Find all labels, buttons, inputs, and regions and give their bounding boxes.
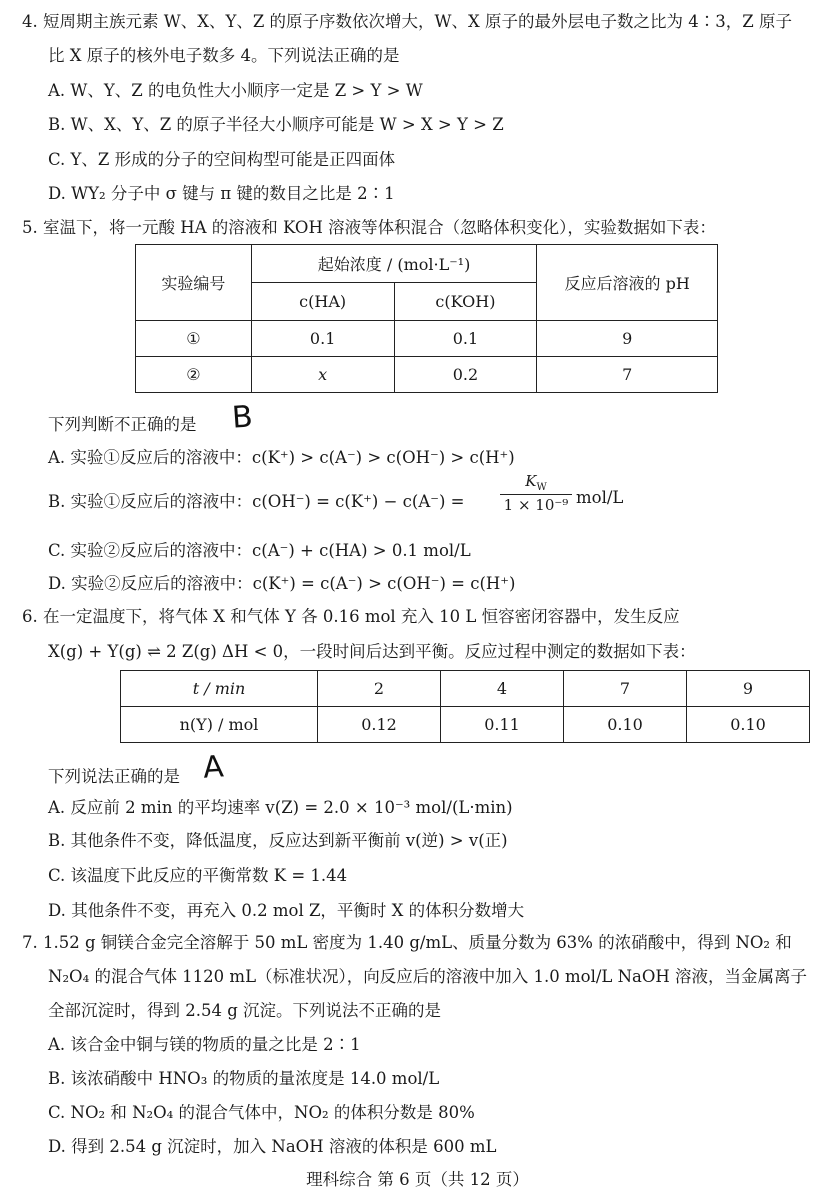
q6-option-d: D. 其他条件不变，再充入 0.2 mol Z，平衡时 X 的体积分数增大 [48, 901, 525, 920]
q7-stem-line3: 全部沉淀时，得到 2.54 g 沉淀。下列说法不正确的是 [48, 1001, 442, 1020]
q5-row2-id: ② [136, 357, 252, 393]
q6-stem-line2: X(g) + Y(g) ⇌ 2 Z(g) ΔH < 0，一段时间后达到平衡。反应过程中测定的数据如下表： [48, 642, 696, 661]
q6-stem-line1: 6. 在一定温度下，将气体 X 和气体 Y 各 0.16 mol 充入 10 L 恒容密闭容器中，发生反应 [22, 607, 680, 626]
q5-header-c-koh: c(KOH) [394, 283, 537, 321]
q6-t-4: 9 [687, 671, 810, 707]
q5-handwritten-answer: B [230, 399, 254, 436]
q6-t-2: 4 [441, 671, 564, 707]
q6-header-ny: n(Y) / mol [121, 707, 318, 743]
q5-row1-c-koh: 0.1 [394, 321, 537, 357]
q5-header-concentration: 起始浓度 / (mol·L⁻¹) [251, 245, 537, 283]
q5-stem: 5. 室温下，将一元酸 HA 的溶液和 KOH 溶液等体积混合（忽略体积变化），实验数据如下表： [22, 218, 716, 237]
q7-stem-line2: N₂O₄ 的混合气体 1120 mL（标准状况），向反应后的溶液中加入 1.0 mol/L NaOH 溶液，当金属离子 [48, 967, 808, 986]
q6-n-1: 0.12 [318, 707, 441, 743]
table-row [136, 357, 718, 393]
q6-t-1: 2 [318, 671, 441, 707]
q7-option-a: A. 该合金中铜与镁的物质的量之比是 2∶1 [48, 1035, 361, 1054]
q6-n-4: 0.10 [687, 707, 810, 743]
table-row [121, 707, 810, 743]
q6-lead: 下列说法正确的是 [48, 767, 180, 786]
q6-option-c: C. 该温度下此反应的平衡常数 K = 1.44 [48, 866, 348, 885]
q6-t-3: 7 [564, 671, 687, 707]
q5-header-c-ha: c(HA) [251, 283, 394, 321]
q5-row1-id: ① [136, 321, 252, 357]
q5-option-b: B. 实验①反应后的溶液中：c(OH⁻) = c(K⁺) − c(A⁻) = [48, 492, 465, 511]
fraction-numerator: K [525, 472, 537, 490]
q5-header-exp-id: 实验编号 [136, 245, 252, 321]
q5-option-a: A. 实验①反应后的溶液中：c(K⁺) > c(A⁻) > c(OH⁻) > c(H⁺) [48, 448, 515, 467]
q6-option-b: B. 其他条件不变，降低温度，反应达到新平衡前 v(逆) > v(正) [48, 831, 508, 850]
q5-option-c: C. 实验②反应后的溶液中：c(A⁻) + c(HA) > 0.1 mol/L [48, 541, 471, 560]
q7-option-d: D. 得到 2.54 g 沉淀时，加入 NaOH 溶液的体积是 600 mL [48, 1137, 497, 1156]
q5-row1-ph: 9 [537, 321, 718, 357]
q4-option-c: C. Y、Z 形成的分子的空间构型可能是正四面体 [48, 150, 396, 169]
q6-n-2: 0.11 [441, 707, 564, 743]
q5-row2-c-ha: x [251, 357, 394, 393]
q5-row2-c-koh: 0.2 [394, 357, 537, 393]
fraction-denominator: 1 × 10⁻⁹ [503, 496, 569, 514]
q6-option-a: A. 反应前 2 min 的平均速率 v(Z) = 2.0 × 10⁻³ mol/(L·min) [48, 798, 513, 817]
q4-stem-line1: 4. 短周期主族元素 W、X、Y、Z 的原子序数依次增大，W、X 原子的最外层电子数之比为 4∶3，Z 原子 [22, 12, 792, 31]
q7-option-b: B. 该浓硝酸中 HNO₃ 的物质的量浓度是 14.0 mol/L [48, 1069, 440, 1088]
q4-option-b: B. W、X、Y、Z 的原子半径大小顺序可能是 W > X > Y > Z [48, 115, 504, 134]
page-footer: 理科综合 第 6 页（共 12 页） [306, 1170, 529, 1189]
q5-option-b-unit: mol/L [576, 488, 624, 507]
fraction-numerator-sub: W [536, 482, 547, 493]
q5-data-table [135, 244, 718, 393]
q5-row2-ph: 7 [537, 357, 718, 393]
q7-option-c: C. NO₂ 和 N₂O₄ 的混合气体中，NO₂ 的体积分数是 80% [48, 1103, 475, 1122]
q5-row1-c-ha: 0.1 [251, 321, 394, 357]
table-row [136, 321, 718, 357]
table-row [121, 671, 810, 707]
q5-option-b-fraction [500, 472, 572, 514]
q5-lead: 下列判断不正确的是 [48, 415, 197, 434]
q4-stem-line2: 比 X 原子的核外电子数多 4。下列说法正确的是 [48, 46, 400, 65]
q6-header-time: t / min [121, 671, 318, 707]
q4-option-d: D. WY₂ 分子中 σ 键与 π 键的数目之比是 2∶1 [48, 184, 395, 203]
q6-data-table [120, 670, 810, 743]
q5-header-ph: 反应后溶液的 pH [537, 245, 718, 321]
q4-option-a: A. W、Y、Z 的电负性大小顺序一定是 Z > Y > W [48, 81, 423, 100]
q5-option-d: D. 实验②反应后的溶液中：c(K⁺) = c(A⁻) > c(OH⁻) = c(H⁺) [48, 574, 516, 593]
q6-n-3: 0.10 [564, 707, 687, 743]
q6-handwritten-answer: A [201, 749, 225, 786]
q7-stem-line1: 7. 1.52 g 铜镁合金完全溶解于 50 mL 密度为 1.40 g/mL、质量分数为 63% 的浓硝酸中，得到 NO₂ 和 [22, 933, 792, 952]
